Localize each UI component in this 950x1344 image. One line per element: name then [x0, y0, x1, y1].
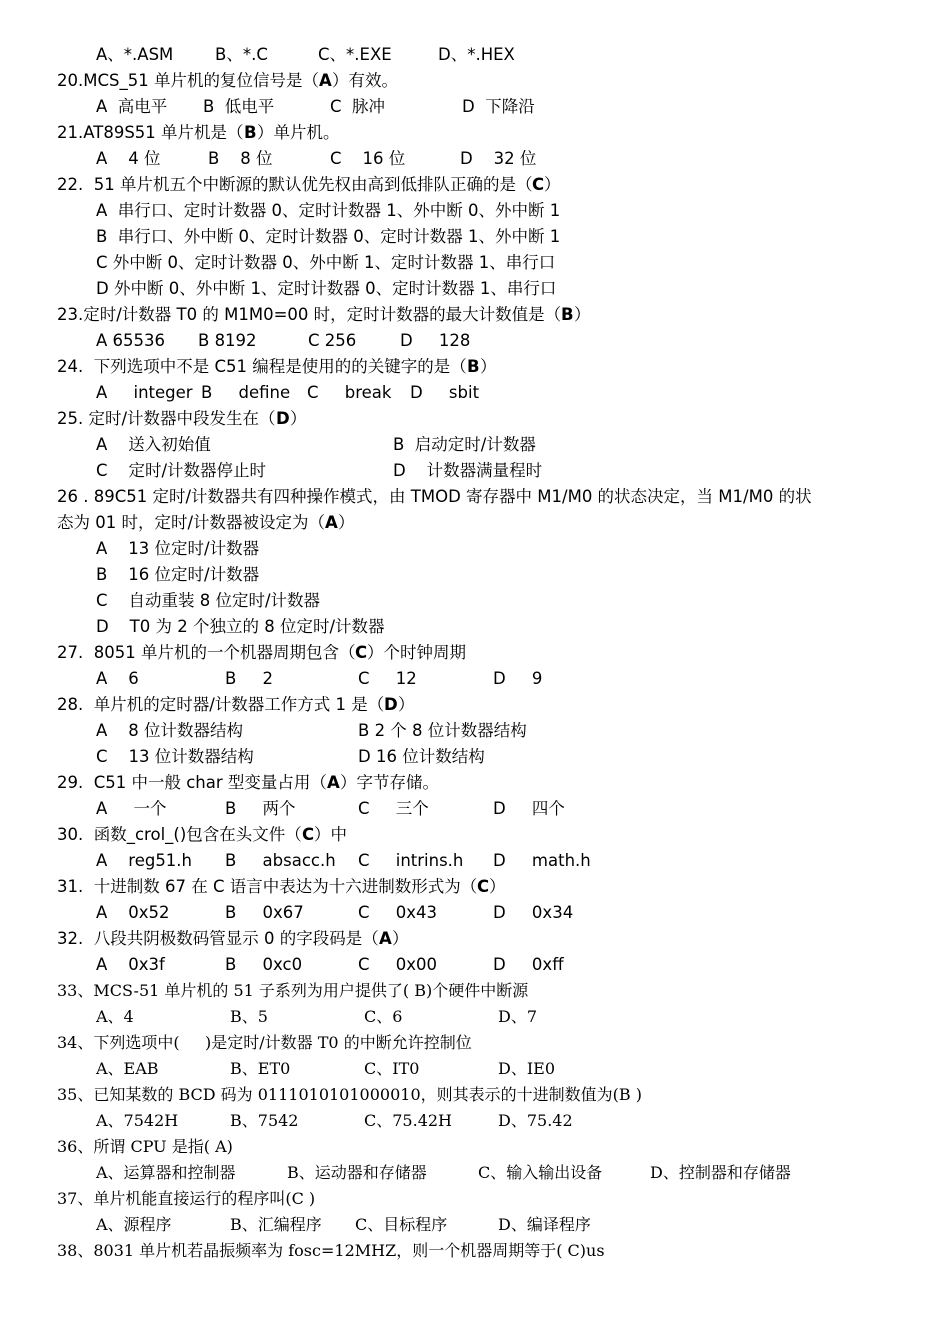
question-text: A 高电平: [96, 97, 168, 116]
option-text: B 2: [225, 669, 274, 688]
option-text: B、汇编程序: [230, 1215, 322, 1234]
question-text: A 串行口、定时计数器 0、定时计数器 1、外中断 0、外中断 1: [96, 201, 561, 220]
option-text: D 计数器满量程时: [393, 461, 543, 480]
option-text: B 0x67: [225, 903, 304, 922]
question-text: A、*.ASM: [96, 45, 174, 64]
question-text: 20.MCS_51 单片机的复位信号是（: [57, 71, 319, 90]
option-text: D、IE0: [498, 1059, 556, 1078]
question-text: ）有效。: [332, 71, 398, 90]
question-text: 29. C51 中一般 char 型变量占用（: [57, 773, 327, 792]
option-text: C、目标程序: [355, 1215, 448, 1234]
question-text: 38、8031 单片机若晶振频率为 fosc=12MHZ，则一个机器周期等于( C)us: [57, 1241, 605, 1260]
question-text: 32. 八段共阴极数码管显示 0 的字段码是（: [57, 929, 379, 948]
option-text: B define: [201, 383, 291, 402]
question-text: 21.AT89S51 单片机是（: [57, 123, 244, 142]
question-text: A、运算器和控制器: [96, 1163, 236, 1182]
option-text: D 四个: [493, 799, 565, 818]
question-text: D T0 为 2 个独立的 8 位定时/计数器: [96, 617, 385, 636]
option-text: C 三个: [358, 799, 429, 818]
question-text: A 8 位计数器结构: [96, 721, 244, 740]
question-text: A 6: [96, 669, 139, 688]
option-text: B 2 个 8 位计数器结构: [358, 721, 527, 740]
question-text: 31. 十进制数 67 在 C 语言中表达为十六进制数形式为（: [57, 877, 478, 896]
question-text: ）字节存储。: [340, 773, 439, 792]
option-text: D 32 位: [460, 149, 537, 168]
option-text: B、ET0: [230, 1059, 291, 1078]
question-text: C 外中断 0、定时计数器 0、外中断 1、定时计数器 1、串行口: [96, 253, 556, 272]
option-text: D 128: [400, 331, 471, 350]
option-text: D 16 位计数结构: [358, 747, 485, 766]
option-text: D、75.42: [498, 1111, 573, 1130]
option-text: C 12: [358, 669, 417, 688]
question-text: ）: [480, 357, 497, 376]
question-text: 35、已知某数的 BCD 码为 0111010101000010，则其表示的十进制数值为(B ): [57, 1085, 642, 1104]
option-text: B、7542: [230, 1111, 299, 1130]
question-text: B 串行口、外中断 0、定时计数器 0、定时计数器 1、外中断 1: [96, 227, 561, 246]
option-text: D sbit: [410, 383, 480, 402]
question-text: 24. 下列选项中不是 C51 编程是使用的的关键字的是（: [57, 357, 467, 376]
question-text: A 4 位: [96, 149, 161, 168]
option-text: C 256: [308, 331, 357, 350]
option-text: B、5: [230, 1007, 268, 1026]
option-text: B 0xc0: [225, 955, 303, 974]
question-text: ）: [338, 513, 355, 532]
question-text: C 13 位计数器结构: [96, 747, 254, 766]
question-text: 22. 51 单片机五个中断源的默认优先权由高到低排队正确的是（: [57, 175, 533, 194]
question-text: 34、下列选项中( )是定时/计数器 T0 的中断允许控制位: [57, 1033, 472, 1052]
question-text: 33、MCS-51 单片机的 51 子系列为用户提供了( B)个硬件中断源: [57, 981, 529, 1000]
question-text: 37、单片机能直接运行的程序叫(C ): [57, 1189, 316, 1208]
answer-letter: C: [477, 877, 490, 896]
option-text: D、控制器和存储器: [650, 1163, 791, 1182]
answer-letter: D: [276, 409, 290, 428]
answer-letter: B: [244, 123, 257, 142]
option-text: B 启动定时/计数器: [393, 435, 536, 454]
option-text: B、运动器和存储器: [287, 1163, 427, 1182]
question-text: ）: [392, 929, 409, 948]
option-text: C 16 位: [330, 149, 406, 168]
option-text: D、编译程序: [498, 1215, 591, 1234]
option-text: C、输入输出设备: [478, 1163, 603, 1182]
answer-letter: B: [467, 357, 480, 376]
answer-letter: C: [532, 175, 545, 194]
question-text: ）: [398, 695, 415, 714]
option-text: B 8192: [198, 331, 257, 350]
question-text: A 送入初始值: [96, 435, 211, 454]
question-text: ）: [574, 305, 591, 324]
question-text: ）个时钟周期: [367, 643, 466, 662]
question-text: ）中: [314, 825, 347, 844]
option-text: D 0xff: [493, 955, 564, 974]
answer-letter: A: [327, 773, 340, 792]
question-text: 23.定时/计数器 T0 的 M1M0=00 时，定时计数器的最大计数值是（: [57, 305, 562, 324]
option-text: C 脉冲: [330, 97, 386, 116]
question-text: C 自动重装 8 位定时/计数器: [96, 591, 321, 610]
question-text: C 定时/计数器停止时: [96, 461, 267, 480]
question-text: 27. 8051 单片机的一个机器周期包含（: [57, 643, 356, 662]
option-text: C、IT0: [364, 1059, 420, 1078]
option-text: C intrins.h: [358, 851, 464, 870]
option-text: C break: [307, 383, 392, 402]
option-text: D、7: [498, 1007, 538, 1026]
question-text: A、源程序: [96, 1215, 172, 1234]
option-text: B 低电平: [203, 97, 275, 116]
question-text: 25. 定时/计数器中段发生在（: [57, 409, 276, 428]
question-text: A integer: [96, 383, 193, 402]
question-text: A 0x52: [96, 903, 170, 922]
question-text: A 13 位定时/计数器: [96, 539, 260, 558]
answer-letter: A: [379, 929, 392, 948]
question-text: B 16 位定时/计数器: [96, 565, 260, 584]
question-text: 26 . 89C51 定时/计数器共有四种操作模式，由 TMOD 寄存器中 M1/M0 的状态决定，当 M1/M0 的状: [57, 487, 812, 506]
question-text: A 65536: [96, 331, 166, 350]
question-text: 态为 01 时，定时/计数器被设定为（: [57, 513, 326, 532]
question-text: A 0x3f: [96, 955, 165, 974]
option-text: C、75.42H: [364, 1111, 453, 1130]
question-text: 30. 函数_crol_()包含在头文件（: [57, 825, 302, 844]
question-text: ）: [290, 409, 307, 428]
answer-letter: A: [325, 513, 338, 532]
option-text: B 8 位: [208, 149, 273, 168]
answer-letter: A: [319, 71, 332, 90]
question-text: 36、所谓 CPU 是指( A): [57, 1137, 233, 1156]
answer-letter: D: [384, 695, 398, 714]
question-text: D 外中断 0、外中断 1、定时计数器 0、定时计数器 1、串行口: [96, 279, 557, 298]
option-text: D、*.HEX: [438, 45, 515, 64]
option-text: C、6: [364, 1007, 403, 1026]
option-text: D math.h: [493, 851, 591, 870]
option-text: B 两个: [225, 799, 296, 818]
question-text: ）: [489, 877, 506, 896]
answer-letter: C: [355, 643, 368, 662]
question-text: 28. 单片机的定时器/计数器工作方式 1 是（: [57, 695, 385, 714]
question-text: A、7542H: [96, 1111, 179, 1130]
answer-letter: B: [561, 305, 574, 324]
option-text: C 0x00: [358, 955, 438, 974]
option-text: B、*.C: [215, 45, 268, 64]
option-text: D 9: [493, 669, 543, 688]
option-text: C 0x43: [358, 903, 438, 922]
question-text: A、4: [96, 1007, 134, 1026]
question-text: A 一个: [96, 799, 167, 818]
option-text: D 0x34: [493, 903, 574, 922]
question-text: ）: [544, 175, 561, 194]
option-text: B absacc.h: [225, 851, 336, 870]
option-text: D 下降沿: [462, 97, 535, 116]
answer-letter: C: [302, 825, 315, 844]
option-text: C、*.EXE: [318, 45, 392, 64]
question-text: A、EAB: [96, 1059, 159, 1078]
question-text: ）单片机。: [257, 123, 340, 142]
question-text: A reg51.h: [96, 851, 193, 870]
